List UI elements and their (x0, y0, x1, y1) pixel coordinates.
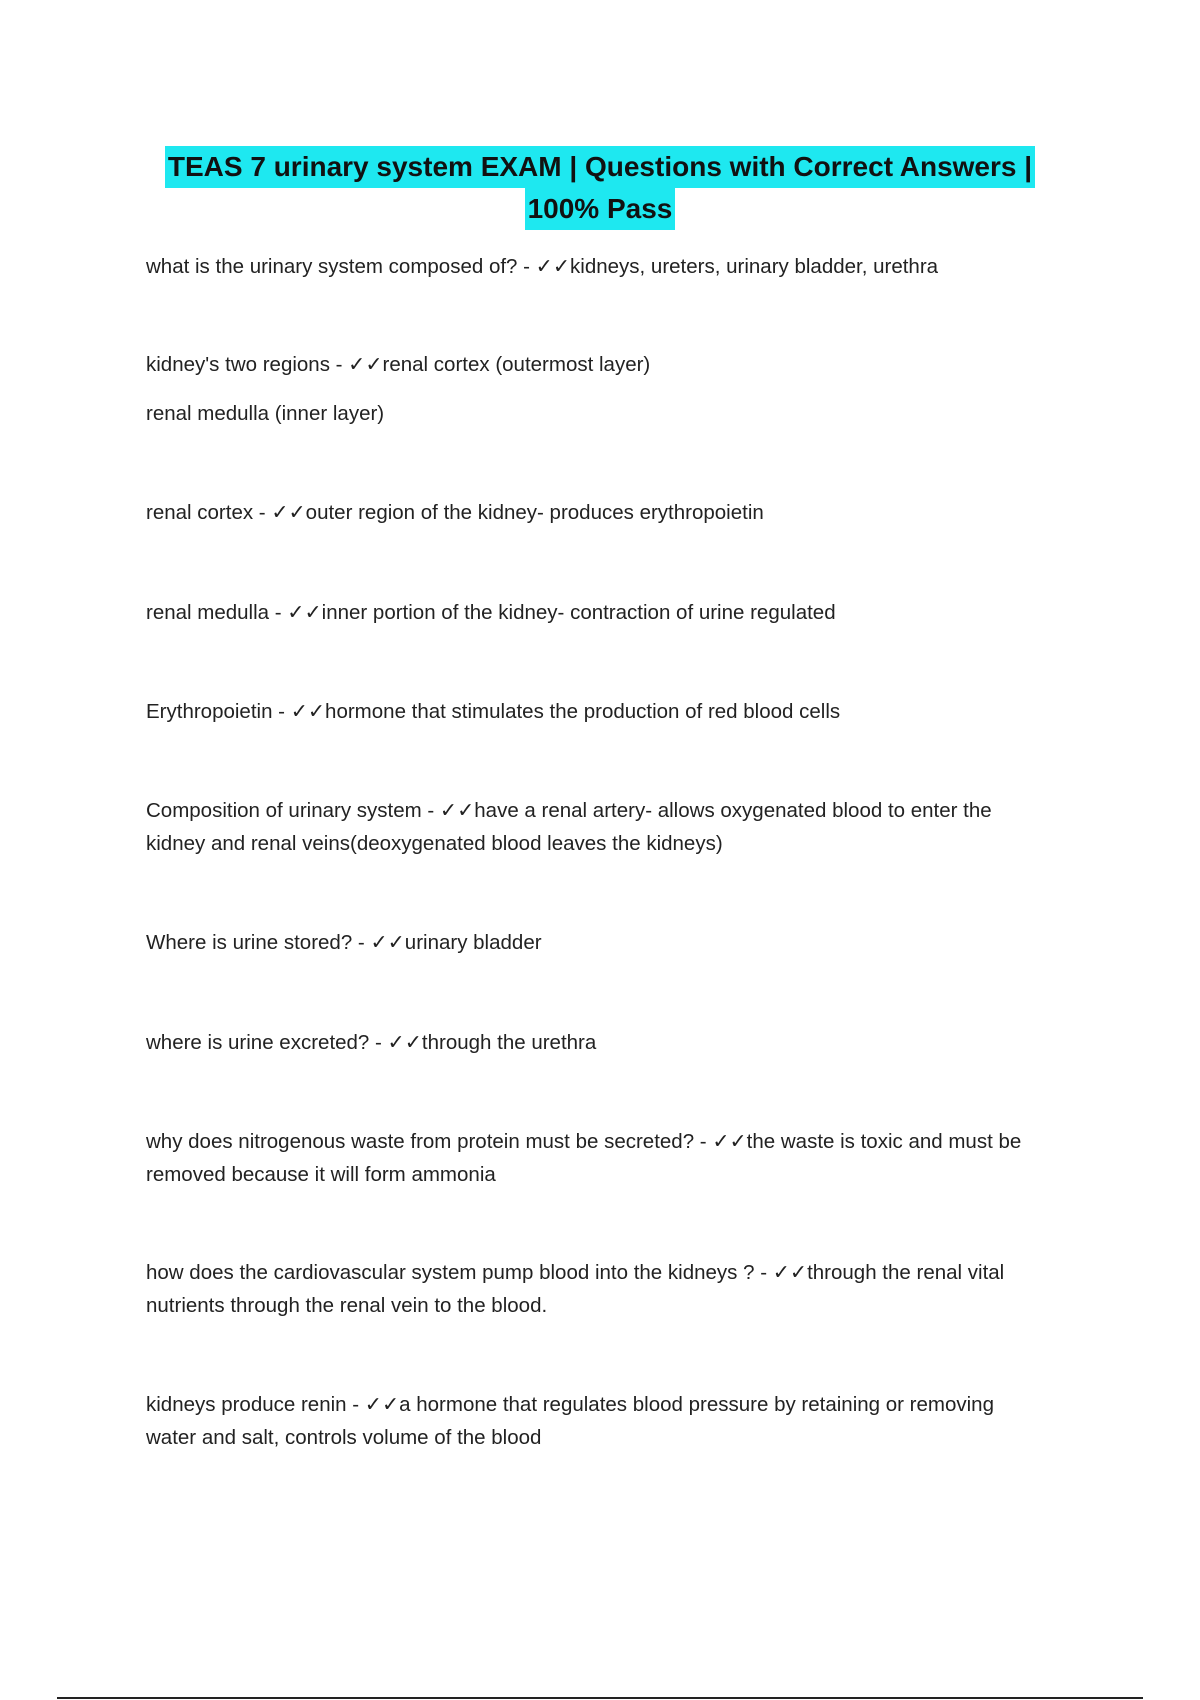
qa-item-renal-cortex (146, 496, 1046, 529)
qa-text: what is the urinary system composed of? - ✓✓kidneys, ureters, urinary bladder, urethra (146, 255, 939, 278)
qa-item-nitrogenous-waste (146, 1125, 1046, 1191)
qa-item-renal-medulla (146, 596, 1046, 629)
title-line-2: 100% Pass (525, 188, 676, 230)
qa-text: why does nitrogenous waste from protein must be secreted? - ✓✓the waste is toxic and must be removed because it will form ammonia (146, 1130, 1022, 1186)
qa-item-kidney-regions (146, 348, 1046, 430)
qa-text: Composition of urinary system - ✓✓have a renal artery- allows oxygenated blood to enter the kidney and renal veins(deoxygenated blood leaves the kidneys) (146, 799, 992, 855)
document-title (0, 146, 1200, 230)
qa-item-urinary-composition (146, 794, 1046, 860)
page-bottom-rule (57, 1697, 1143, 1699)
qa-item-urine-stored (146, 926, 1046, 959)
qa-text: how does the cardiovascular system pump blood into the kidneys ? - ✓✓through the renal vital nutrients through the renal vein to the blood. (146, 1261, 1005, 1317)
qa-item-erythropoietin (146, 695, 1046, 728)
title-line-1: TEAS 7 urinary system EXAM | Questions with Correct Answers | (165, 146, 1035, 188)
qa-text: Where is urine stored? - ✓✓urinary bladder (146, 931, 542, 954)
qa-text: Erythropoietin - ✓✓hormone that stimulates the production of red blood cells (146, 700, 841, 723)
qa-text-continued: renal medulla (inner layer) (146, 402, 385, 425)
qa-text: where is urine excreted? - ✓✓through the urethra (146, 1031, 597, 1054)
qa-item-urine-excreted (146, 1026, 1046, 1059)
qa-item-renin (146, 1388, 1046, 1454)
qa-text: renal cortex - ✓✓outer region of the kidney- produces erythropoietin (146, 501, 764, 524)
qa-text: kidney's two regions - ✓✓renal cortex (outermost layer) (146, 353, 651, 376)
qa-text: renal medulla - ✓✓inner portion of the kidney- contraction of urine regulated (146, 601, 836, 624)
qa-text: kidneys produce renin - ✓✓a hormone that regulates blood pressure by retaining or removing water and salt, controls volume of the blood (146, 1393, 994, 1449)
qa-item-cardiovascular (146, 1256, 1046, 1322)
qa-item-composition (146, 250, 1046, 283)
